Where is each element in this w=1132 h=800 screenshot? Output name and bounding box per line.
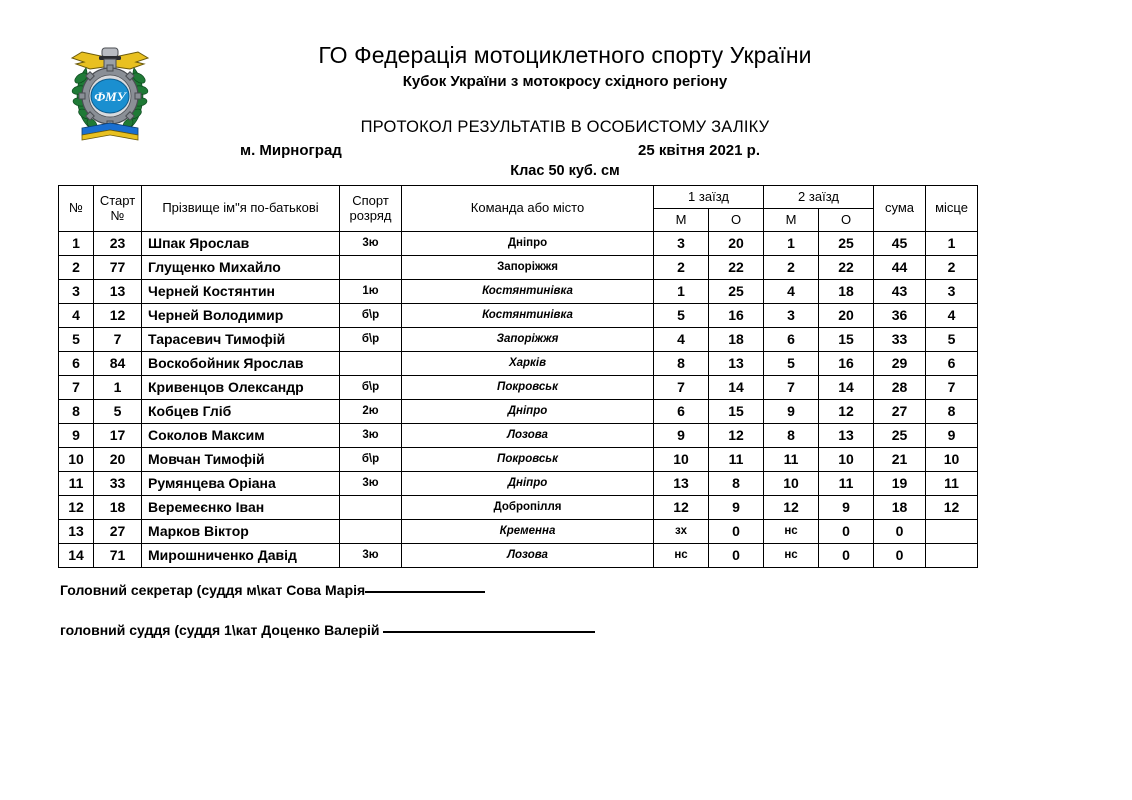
table-row — [59, 520, 978, 544]
cell-place: 2 — [926, 256, 978, 280]
cell-rider-name: Тарасевич Тимофій — [142, 328, 340, 352]
cell-start-number: 1 — [94, 376, 142, 400]
cell-run1-o: 22 — [709, 256, 764, 280]
cell-sport-rank: 3ю — [340, 232, 402, 256]
cell-sum: 21 — [874, 448, 926, 472]
cell-team: Харків — [402, 352, 654, 376]
cell-rider-name: Черней Володимир — [142, 304, 340, 328]
table-header — [59, 186, 978, 232]
cell-run2-o: 16 — [819, 352, 874, 376]
column-header-num: № — [59, 186, 94, 232]
column-header-run1: 1 заїзд — [654, 186, 764, 209]
date-label: 25 квітня 2021 р. — [638, 142, 760, 159]
secretary-label: Головний секретар (суддя м\кат Сова Марія — [60, 582, 366, 598]
cell-run1-m: 4 — [654, 328, 709, 352]
cell-sum: 0 — [874, 520, 926, 544]
cell-run1-m: 12 — [654, 496, 709, 520]
cell-run2-m: нс — [764, 544, 819, 568]
table-row — [59, 544, 978, 568]
table-row — [59, 448, 978, 472]
cell-sport-rank — [340, 496, 402, 520]
cell-sum: 0 — [874, 544, 926, 568]
cell-run2-o: 25 — [819, 232, 874, 256]
cell-num: 4 — [59, 304, 94, 328]
cell-num: 9 — [59, 424, 94, 448]
cell-sport-rank — [340, 520, 402, 544]
cell-team: Дніпро — [402, 232, 654, 256]
cell-sport-rank: 2ю — [340, 400, 402, 424]
cell-team: Костянтинівка — [402, 280, 654, 304]
cell-place: 9 — [926, 424, 978, 448]
cell-num: 7 — [59, 376, 94, 400]
cell-run1-o: 14 — [709, 376, 764, 400]
cell-num: 13 — [59, 520, 94, 544]
column-header-start-number — [94, 186, 142, 232]
cell-rider-name: Глущенко Михайло — [142, 256, 340, 280]
cell-sport-rank: б\р — [340, 304, 402, 328]
cell-sum: 18 — [874, 496, 926, 520]
cell-place: 3 — [926, 280, 978, 304]
cell-start-number: 84 — [94, 352, 142, 376]
cell-rider-name: Кривенцов Олександр — [142, 376, 340, 400]
cell-run1-m: 5 — [654, 304, 709, 328]
cell-sport-rank — [340, 256, 402, 280]
cell-rider-name: Черней Костянтин — [142, 280, 340, 304]
secretary-signature-line — [60, 582, 960, 598]
chief-judge-signature-rule[interactable] — [383, 631, 595, 633]
start-header-line1: Старт — [99, 193, 136, 209]
cell-run2-o: 0 — [819, 544, 874, 568]
cell-run2-m: 6 — [764, 328, 819, 352]
cell-sport-rank: б\р — [340, 448, 402, 472]
rank-header-line1: Спорт — [352, 193, 389, 209]
rank-header-line2: розряд — [349, 207, 392, 223]
cell-place: 6 — [926, 352, 978, 376]
cell-num: 12 — [59, 496, 94, 520]
cell-sport-rank: 3ю — [340, 472, 402, 496]
emblem-letters: ФМУ — [94, 89, 126, 104]
cell-run1-o: 25 — [709, 280, 764, 304]
cell-num: 2 — [59, 256, 94, 280]
cell-sport-rank: б\р — [340, 376, 402, 400]
cell-team: Дніпро — [402, 472, 654, 496]
emblem-blue-disc-icon — [91, 79, 129, 113]
cell-sum: 33 — [874, 328, 926, 352]
secretary-signature-rule[interactable] — [365, 591, 485, 593]
cell-place: 12 — [926, 496, 978, 520]
table-row — [59, 472, 978, 496]
cell-place: 7 — [926, 376, 978, 400]
protocol-title: ПРОТОКОЛ РЕЗУЛЬТАТІВ В ОСОБИСТОМУ ЗАЛІКУ — [360, 118, 770, 136]
table-row — [59, 352, 978, 376]
organization-title: ГО Федерація мотоциклетного спорту України — [318, 42, 812, 68]
cell-team: Дніпро — [402, 400, 654, 424]
cell-num: 8 — [59, 400, 94, 424]
cell-num: 10 — [59, 448, 94, 472]
cell-sum: 28 — [874, 376, 926, 400]
cell-place: 4 — [926, 304, 978, 328]
cell-run1-m: 13 — [654, 472, 709, 496]
document-header — [0, 0, 1132, 180]
cell-start-number: 7 — [94, 328, 142, 352]
cell-run2-m: 5 — [764, 352, 819, 376]
table-row — [59, 256, 978, 280]
column-header-sum: сума — [874, 186, 926, 232]
cell-sport-rank: 3ю — [340, 544, 402, 568]
table-row — [59, 400, 978, 424]
cell-run2-o: 22 — [819, 256, 874, 280]
table-body — [59, 232, 978, 568]
cell-start-number: 77 — [94, 256, 142, 280]
title-block — [170, 42, 960, 90]
federation-emblem-logo — [66, 36, 154, 144]
cell-num: 3 — [59, 280, 94, 304]
cell-start-number: 13 — [94, 280, 142, 304]
cell-rider-name: Марков Віктор — [142, 520, 340, 544]
cell-team: Лозова — [402, 544, 654, 568]
cell-team: Добропілля — [402, 496, 654, 520]
table-row — [59, 280, 978, 304]
cell-run1-o: 9 — [709, 496, 764, 520]
cell-run1-m: 1 — [654, 280, 709, 304]
cell-sum: 36 — [874, 304, 926, 328]
cell-run2-m: 3 — [764, 304, 819, 328]
cell-team: Покровськ — [402, 376, 654, 400]
cell-run1-o: 18 — [709, 328, 764, 352]
cell-sport-rank — [340, 352, 402, 376]
cell-run1-o: 12 — [709, 424, 764, 448]
cell-start-number: 33 — [94, 472, 142, 496]
cell-run2-o: 15 — [819, 328, 874, 352]
cell-num: 14 — [59, 544, 94, 568]
cell-place: 1 — [926, 232, 978, 256]
cell-sum: 29 — [874, 352, 926, 376]
cell-sum: 44 — [874, 256, 926, 280]
emblem-icon — [66, 36, 154, 144]
cell-run1-m: нс — [654, 544, 709, 568]
cell-place: 5 — [926, 328, 978, 352]
cell-place: 10 — [926, 448, 978, 472]
cell-run2-o: 14 — [819, 376, 874, 400]
cell-run1-o: 0 — [709, 520, 764, 544]
column-header-team: Команда або місто — [402, 186, 654, 232]
cell-start-number: 12 — [94, 304, 142, 328]
table-row — [59, 232, 978, 256]
cell-run1-o: 11 — [709, 448, 764, 472]
column-header-run2: 2 заїзд — [764, 186, 874, 209]
table-row — [59, 376, 978, 400]
cell-run1-o: 16 — [709, 304, 764, 328]
table-row — [59, 496, 978, 520]
cell-start-number: 23 — [94, 232, 142, 256]
cell-run2-m: 4 — [764, 280, 819, 304]
cell-rider-name: Мирошниченко Давід — [142, 544, 340, 568]
column-header-run1-o: О — [709, 209, 764, 232]
cell-run1-m: 2 — [654, 256, 709, 280]
table-row — [59, 424, 978, 448]
chief-judge-label: головний суддя (суддя 1\кат Доценко Валерій — [60, 622, 384, 638]
cell-sum: 19 — [874, 472, 926, 496]
cell-run1-m: 6 — [654, 400, 709, 424]
cell-rider-name: Мовчан Тимофій — [142, 448, 340, 472]
cell-place: 8 — [926, 400, 978, 424]
cell-start-number: 27 — [94, 520, 142, 544]
cell-run2-o: 0 — [819, 520, 874, 544]
signature-block — [60, 582, 960, 638]
cell-run1-o: 13 — [709, 352, 764, 376]
cell-start-number: 18 — [94, 496, 142, 520]
cell-run2-m: 2 — [764, 256, 819, 280]
column-header-run1-m: М — [654, 209, 709, 232]
column-header-name: Прізвище ім"я по-батькові — [142, 186, 340, 232]
cell-run2-o: 20 — [819, 304, 874, 328]
cell-sport-rank: 3ю — [340, 424, 402, 448]
cell-sport-rank: б\р — [340, 328, 402, 352]
cell-num: 6 — [59, 352, 94, 376]
cell-run1-m: 10 — [654, 448, 709, 472]
cell-run1-m: 7 — [654, 376, 709, 400]
cell-num: 1 — [59, 232, 94, 256]
column-header-place: місце — [926, 186, 978, 232]
class-label: Клас 50 куб. см — [510, 163, 620, 179]
cell-rider-name: Кобцев Гліб — [142, 400, 340, 424]
column-header-run2-o: О — [819, 209, 874, 232]
cell-run2-o: 11 — [819, 472, 874, 496]
cell-run2-m: 10 — [764, 472, 819, 496]
cell-run1-o: 20 — [709, 232, 764, 256]
cell-rider-name: Шпак Ярослав — [142, 232, 340, 256]
table-row — [59, 328, 978, 352]
cell-run2-o: 13 — [819, 424, 874, 448]
cell-place — [926, 544, 978, 568]
cell-start-number: 20 — [94, 448, 142, 472]
cell-run1-o: 0 — [709, 544, 764, 568]
cell-sum: 27 — [874, 400, 926, 424]
cell-team: Запоріжжя — [402, 328, 654, 352]
cell-run1-o: 15 — [709, 400, 764, 424]
cell-run1-m: 9 — [654, 424, 709, 448]
table-row — [59, 304, 978, 328]
cell-run2-m: 12 — [764, 496, 819, 520]
cell-team: Кременна — [402, 520, 654, 544]
column-header-sport-rank — [340, 186, 402, 232]
cell-run2-m: 7 — [764, 376, 819, 400]
cell-rider-name: Воскобойник Ярослав — [142, 352, 340, 376]
column-header-run2-m: М — [764, 209, 819, 232]
cell-start-number: 5 — [94, 400, 142, 424]
cell-sport-rank: 1ю — [340, 280, 402, 304]
cell-place: 11 — [926, 472, 978, 496]
cell-rider-name: Румянцева Оріана — [142, 472, 340, 496]
start-header-line2: № — [110, 207, 125, 223]
cell-team: Костянтинівка — [402, 304, 654, 328]
cell-run2-m: 1 — [764, 232, 819, 256]
cell-run2-o: 18 — [819, 280, 874, 304]
results-table — [58, 185, 978, 568]
competition-subtitle: Кубок України з мотокросу східного регіону — [402, 73, 728, 91]
cell-rider-name: Соколов Максим — [142, 424, 340, 448]
cell-run1-m: зх — [654, 520, 709, 544]
cell-run2-o: 10 — [819, 448, 874, 472]
city-label: м. Мирноград — [240, 142, 342, 159]
cell-run2-m: 11 — [764, 448, 819, 472]
cell-team: Запоріжжя — [402, 256, 654, 280]
cell-num: 5 — [59, 328, 94, 352]
cell-run2-m: 9 — [764, 400, 819, 424]
chief-judge-signature-line — [60, 622, 960, 638]
cell-place — [926, 520, 978, 544]
cell-run1-m: 8 — [654, 352, 709, 376]
cell-run1-m: 3 — [654, 232, 709, 256]
cell-sum: 43 — [874, 280, 926, 304]
cell-run2-o: 12 — [819, 400, 874, 424]
cell-num: 11 — [59, 472, 94, 496]
cell-team: Покровськ — [402, 448, 654, 472]
place-and-date — [240, 142, 760, 159]
cell-run2-o: 9 — [819, 496, 874, 520]
cell-sum: 45 — [874, 232, 926, 256]
cell-team: Лозова — [402, 424, 654, 448]
cell-start-number: 17 — [94, 424, 142, 448]
cell-start-number: 71 — [94, 544, 142, 568]
cell-sum: 25 — [874, 424, 926, 448]
cell-run2-m: нс — [764, 520, 819, 544]
cell-run2-m: 8 — [764, 424, 819, 448]
cell-run1-o: 8 — [709, 472, 764, 496]
cell-rider-name: Веремеєнко Іван — [142, 496, 340, 520]
